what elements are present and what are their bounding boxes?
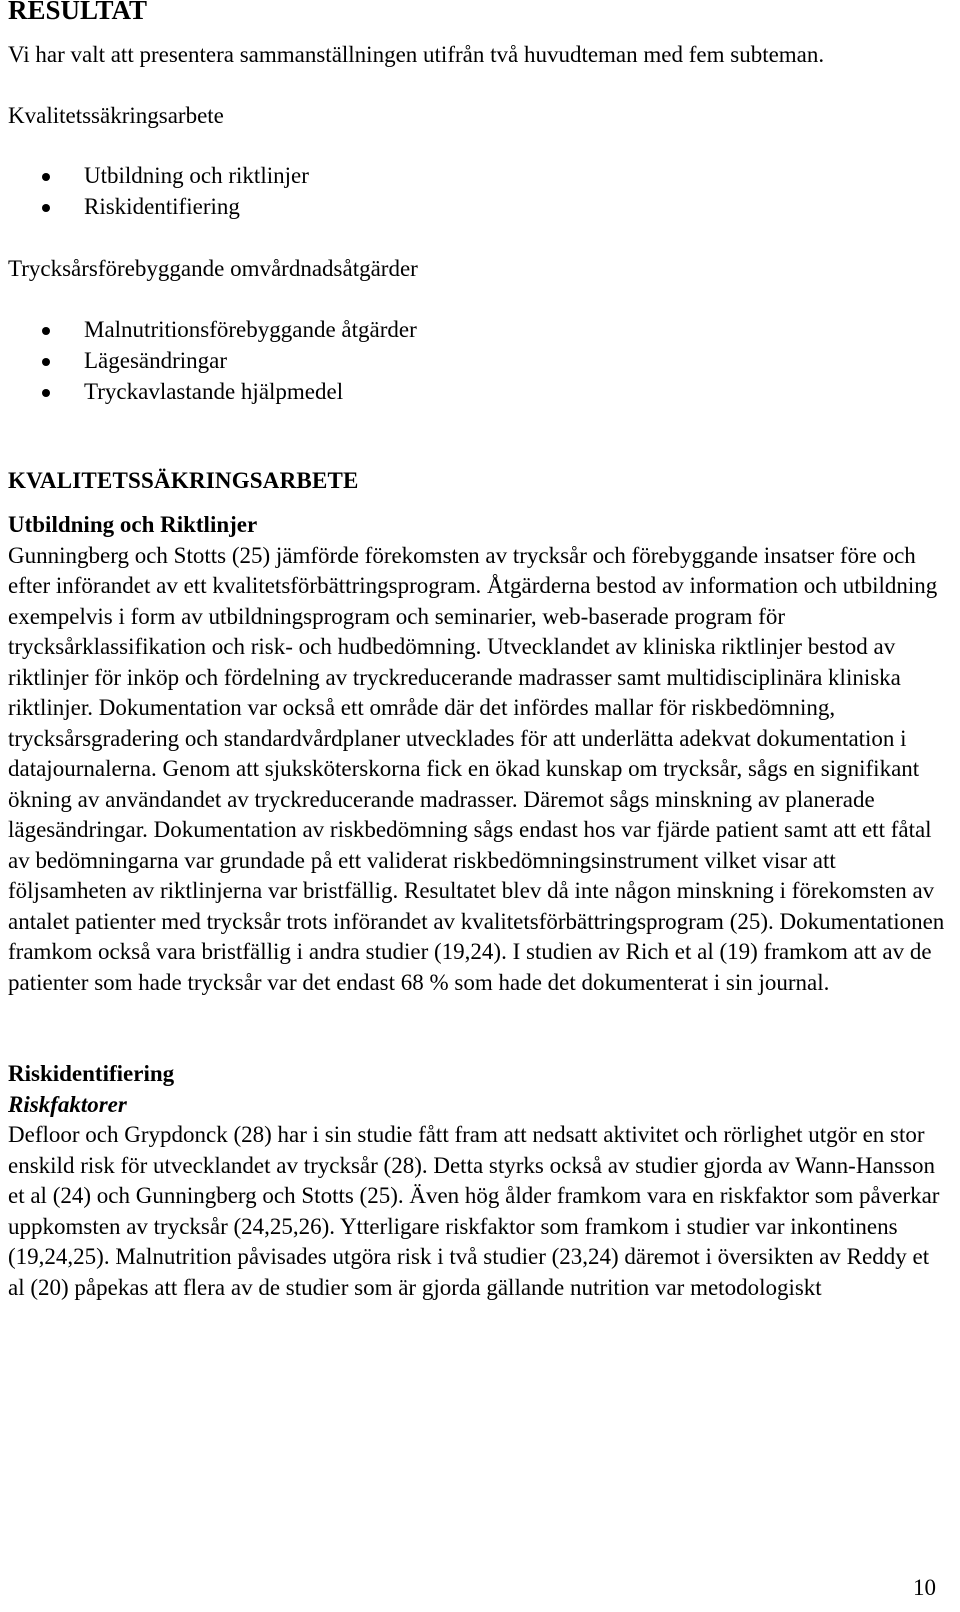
list-item-label: Riskidentifiering [84, 194, 240, 219]
list-item-label: Tryckavlastande hjälpmedel [84, 378, 344, 404]
theme-1-title: Kvalitetssäkringsarbete [8, 102, 224, 128]
section-1-heading: KVALITETSSÄKRINGSARBETE [8, 467, 359, 493]
list-item [8, 377, 948, 408]
page-number: 10 [913, 1575, 936, 1600]
list-item-label: Utbildning och riktlinjer [84, 163, 309, 188]
list-item-label: Lägesändringar [84, 347, 228, 373]
section-2-subheading: Riskfaktorer [8, 1091, 127, 1117]
list-item-label: Malnutritionsförebyggande åtgärder [84, 316, 417, 342]
list-item [8, 161, 948, 192]
bullet-icon [42, 204, 50, 212]
bullet-icon [42, 389, 50, 397]
intro-text: Vi har valt att presentera sammanställningen utifrån två huvudteman med fem subteman. [8, 42, 825, 67]
document-page [8, 0, 948, 1303]
bullet-icon [42, 173, 50, 181]
section-1-paragraph: Gunningberg och Stotts (25) jämförde förekomsten av trycksår och förebyggande insatser före och efter införandet av ett kvalitetsförbättringsprogram. Åtgärderna bestod av information och utbildning exempelvis i form av utbildningsprogram och seminarier, web-baserade program för trycksårklassifikation och risk- och hudbedömning. Utvecklandet av kliniska riktlinjer bestod av riktlinjer för inköp och fördelning av tryckreducerande madrasser samt multidisciplinära kliniska riktlinjer. Dokumentation var också ett område där det infördes mallar för riskbedömning, trycksårsgradering och standardvårdplaner utvecklades för att underlätta adekvat dokumentation i datajournalerna. Genom att sjuksköterskorna fick en ökad kunskap om trycksår, sågs en signifikant ökning av användandet av tryckreducerande madrasser. Däremot sågs minskning av planerade lägesändringar. Dokumentation av riskbedömning sågs endast hos var fjärde patient samt att ett fåtal av bedömningarna var grundade på ett validerat riskbedömningsinstrument vilket visar att följsamheten av riktlinjerna var bristfällig. Resultatet blev då inte någon minskning i förekomsten av antalet patienter med trycksår trots införandet av kvalitetsförbättringsprogram (25). Dokumentationen framkom också vara bristfällig i andra studier (19,24). I studien av Rich et al (19) framkom att av de patienter som hade trycksår var det endast 68 % som hade det dokumenterat i sin journal. [8, 542, 945, 995]
list-item [8, 315, 948, 346]
section-2-paragraph: Defloor och Grypdonck (28) har i sin studie fått fram att nedsatt aktivitet och rörlighet utgör en stor enskild risk för utvecklandet av trycksår (28). Detta styrks också av studier gjorda av Wann-Hansson et al (24) och Gunningberg och Stotts (25). Även hög ålder framkom vara en riskfaktor som påverkar uppkomsten av trycksår (24,25,26). Ytterligare riskfaktor som framkom i studier var inkontinens (19,24,25). Malnutrition påvisades utgöra risk i två studier (23,24) däremot i översikten av Reddy et al (20) påpekas att flera av de studier som är gjorda gällande nutrition var metodologiskt [8, 1122, 940, 1300]
bullet-icon [42, 327, 50, 335]
theme-2-list [8, 315, 948, 408]
theme-2-title: Trycksårsförebyggande omvårdnadsåtgärder [8, 256, 418, 281]
bullet-icon [42, 358, 50, 366]
list-item [8, 346, 948, 377]
section-1-subheading: Utbildning och Riktlinjer [8, 512, 258, 537]
page-heading: RESULTAT [8, 0, 148, 25]
list-item [8, 192, 948, 223]
section-2-heading: Riskidentifiering [8, 1061, 175, 1086]
theme-1-list [8, 161, 948, 223]
